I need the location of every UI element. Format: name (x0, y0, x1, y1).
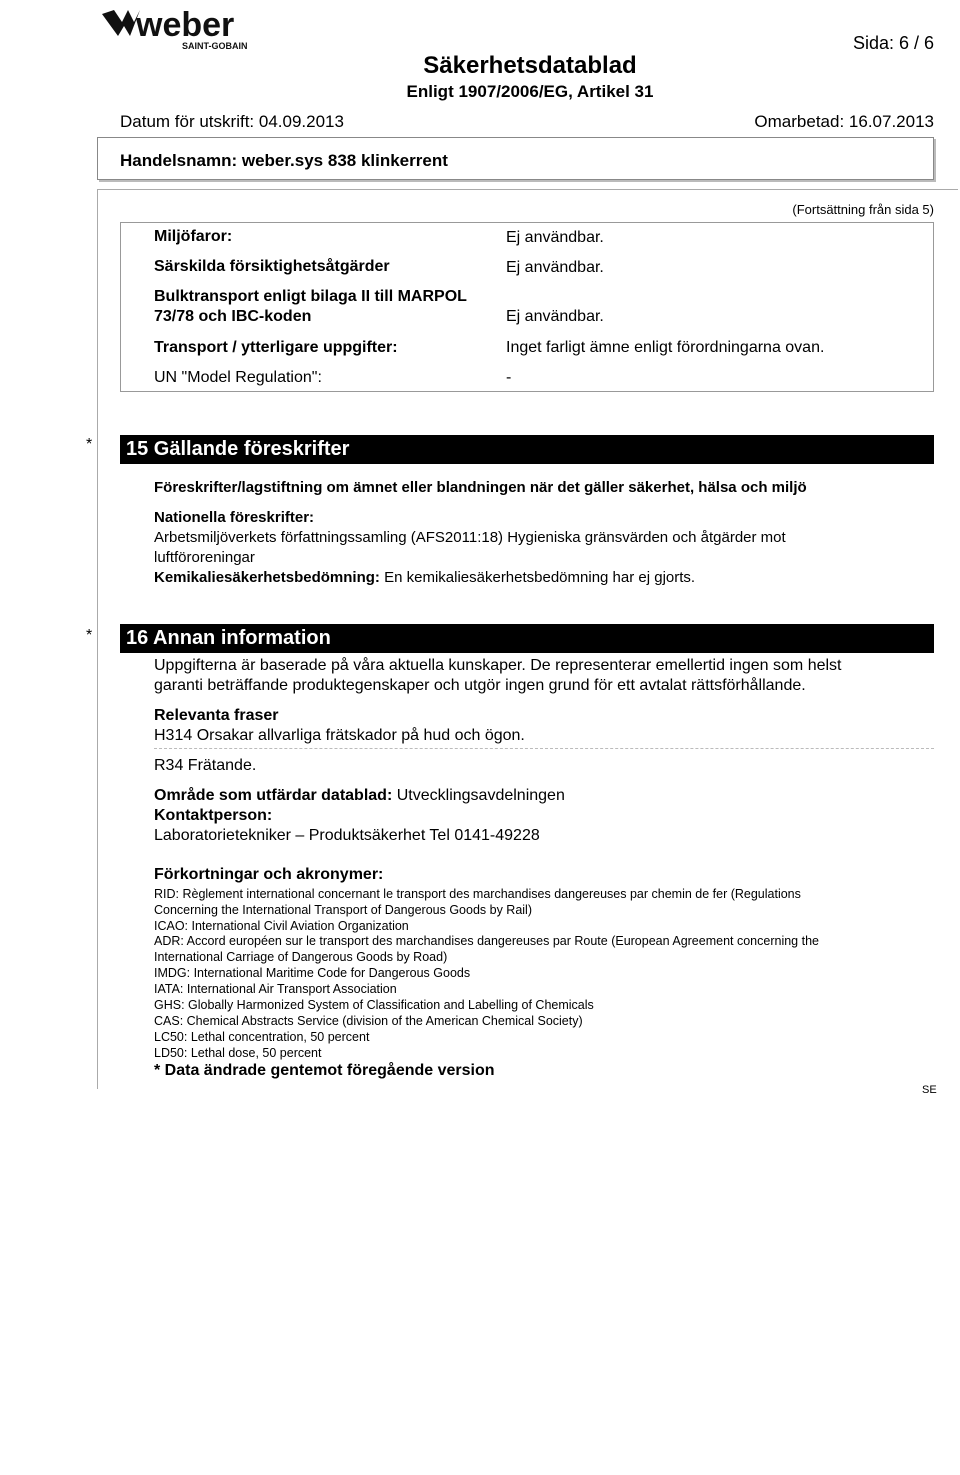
disclaimer-text: Uppgifterna är baserade på våra aktuella kunskaper. De representerar emellertid ingen som helst (154, 657, 842, 674)
abbreviation-line: International Carriage of Dangerous Goods by Road) (154, 950, 448, 964)
abbreviation-line: LD50: Lethal dose, 50 percent (154, 1046, 322, 1060)
language-code: SE (922, 1084, 937, 1096)
trade-name: Handelsnamn: weber.sys 838 klinkerrent (120, 151, 448, 170)
transport-label: Bulktransport enligt bilaga II till MARPOL (154, 288, 467, 305)
section-16-heading: 16 Annan information (120, 624, 934, 653)
transport-label: 73/78 och IBC-koden (154, 308, 312, 325)
print-date: Datum för utskrift: 04.09.2013 (120, 112, 344, 131)
abbreviation-line: ADR: Accord européen sur le transport des marchandises dangereuses par Route (European Agreement concerning the (154, 934, 819, 948)
abbreviation-line: GHS: Globally Harmonized System of Classification and Labelling of Chemicals (154, 998, 594, 1012)
transport-value: Ej användbar. (506, 308, 604, 325)
logo-subtext: SAINT-GOBAIN (182, 41, 248, 51)
contact-label: Kontaktperson: (154, 807, 273, 824)
abbreviation-line: CAS: Chemical Abstracts Service (division of the American Chemical Society) (154, 1014, 583, 1028)
transport-label: Särskilda försiktighetsåtgärder (154, 258, 390, 275)
logo-wordmark: weber (136, 6, 235, 44)
disclaimer-text: garanti beträffande produktegenskaper och utgör ingen grund för ett avtalat rättsförhållande. (154, 677, 806, 694)
abbreviation-line: IMDG: International Maritime Code for Dangerous Goods (154, 966, 471, 980)
revised-date: Omarbetad: 16.07.2013 (754, 112, 934, 131)
document-title: Säkerhetsdatablad (423, 52, 637, 79)
issuer-value: Utvecklingsavdelningen (396, 787, 565, 804)
hazard-phrase: H314 Orsakar allvarliga frätskador på hud och ögon. (154, 727, 525, 744)
issuer-line (154, 787, 565, 805)
changed-data-note: * Data ändrade gentemot föregående version (154, 1062, 495, 1079)
abbreviation-line: LC50: Lethal concentration, 50 percent (154, 1030, 370, 1044)
national-regulations-text: luftföroreningar (154, 549, 255, 566)
issuer-label: Område som utfärdar datablad: (154, 787, 393, 804)
continuation-note: (Fortsättning från sida 5) (792, 202, 934, 217)
document-subtitle: Enligt 1907/2006/EG, Artikel 31 (406, 82, 654, 101)
chemical-safety-label: Kemikaliesäkerhetsbedömning: (154, 569, 380, 586)
national-regulations-label: Nationella föreskrifter: (154, 509, 315, 526)
transport-label: Miljöfaror: (154, 228, 233, 245)
relevant-phrases-label: Relevanta fraser (154, 707, 279, 724)
transport-value: Ej användbar. (506, 229, 604, 246)
weber-logo (100, 6, 252, 52)
abbreviation-line: Concerning the International Transport of Dangerous Goods by Rail) (154, 903, 532, 917)
transport-label: UN "Model Regulation": (154, 369, 322, 386)
abbreviations-label: Förkortningar och akronymer: (154, 866, 384, 883)
section-15-heading: 15 Gällande föreskrifter (120, 435, 934, 464)
transport-box (120, 222, 934, 392)
transport-value: Inget farligt ämne enligt förordningarna ovan. (506, 339, 825, 356)
page-indicator: Sida: 6 / 6 (852, 33, 934, 53)
chemical-safety-assessment (154, 569, 695, 586)
transport-value: Ej användbar. (506, 259, 604, 276)
divider (154, 748, 934, 749)
abbreviation-line: ICAO: International Civil Aviation Organization (154, 919, 409, 933)
hazard-phrase: R34 Frätande. (154, 757, 257, 774)
abbreviation-line: IATA: International Air Transport Association (154, 982, 397, 996)
abbreviation-line: RID: Règlement international concernant le transport des marchandises dangereuses par chemin de fer (Regulations (154, 887, 801, 901)
section-15-subheading: Föreskrifter/lagstiftning om ämnet eller blandningen när det gäller säkerhet, hälsa och miljö (154, 479, 807, 496)
contact-value: Laboratorietekniker – Produktsäkerhet Tel 0141-49228 (154, 827, 540, 844)
changed-marker: * (86, 436, 93, 453)
changed-marker: * (86, 627, 93, 644)
transport-value: - (506, 369, 512, 386)
transport-label: Transport / ytterligare uppgifter: (154, 339, 398, 356)
chemical-safety-value: En kemikaliesäkerhetsbedömning har ej gjorts. (384, 569, 696, 586)
national-regulations-text: Arbetsmiljöverkets författningssamling (AFS2011:18) Hygieniska gränsvärden och åtgärder mot (154, 529, 786, 546)
